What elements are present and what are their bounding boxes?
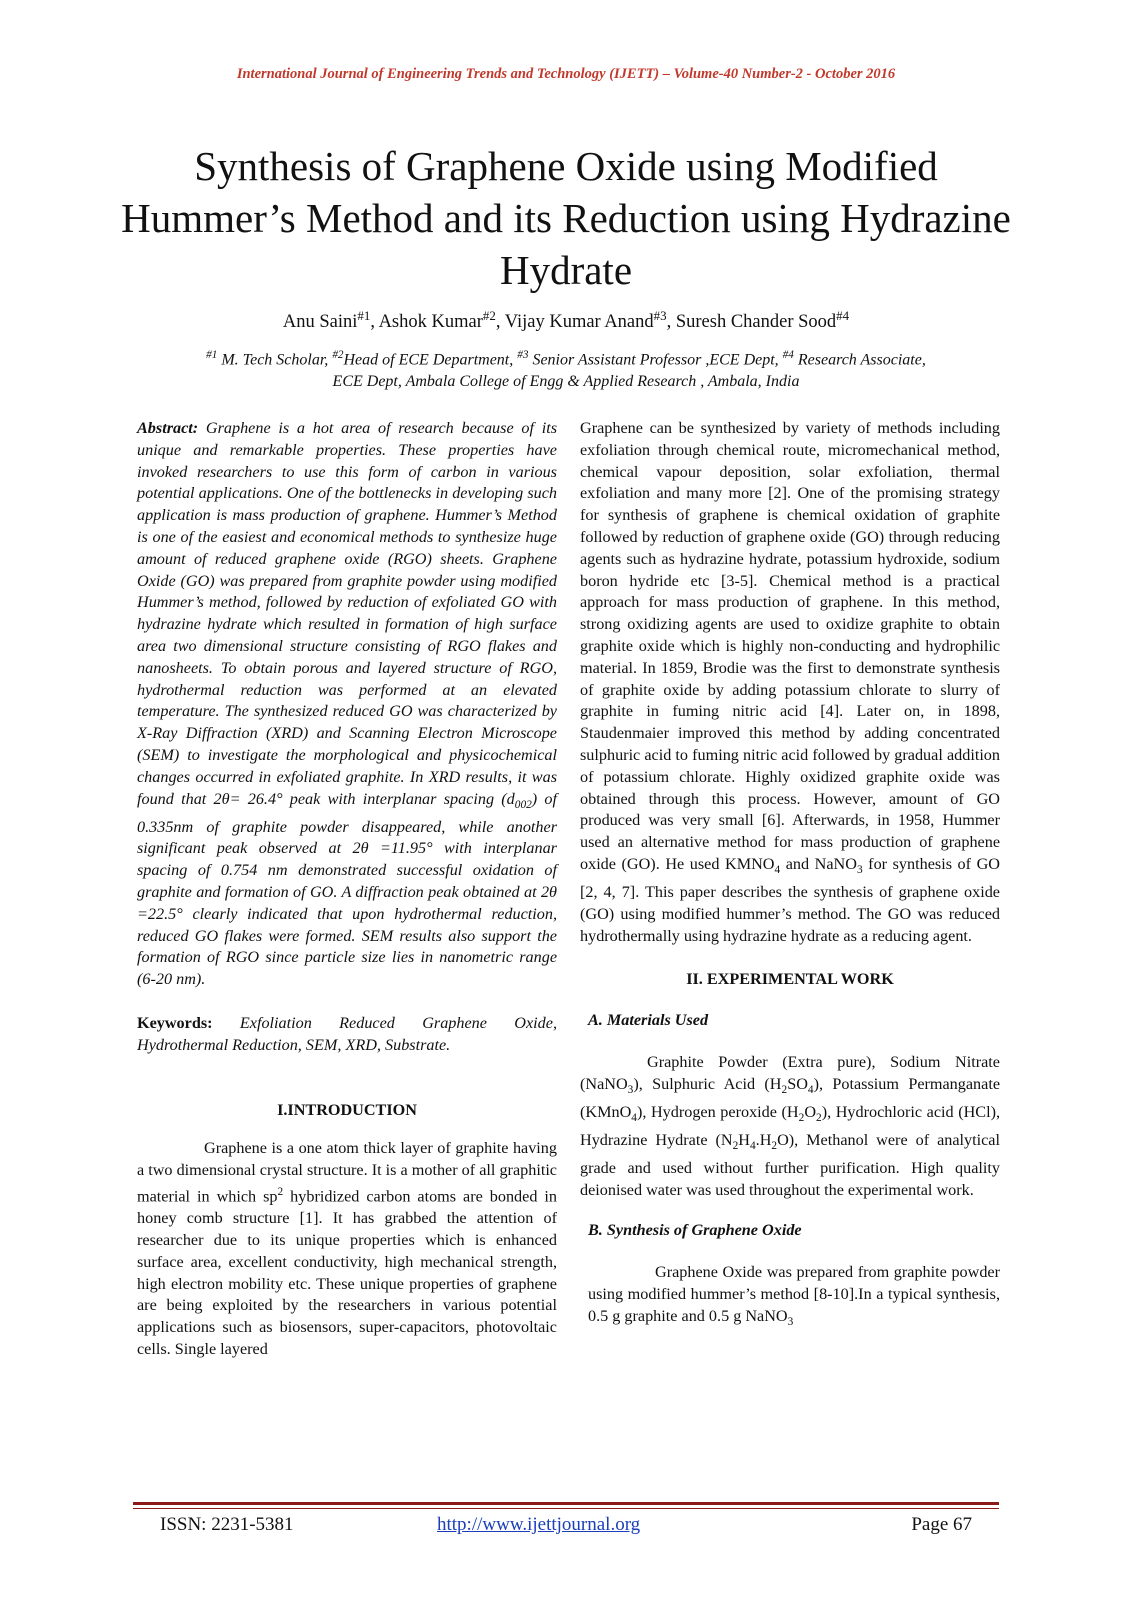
author-mark: #4 [836, 308, 850, 323]
affil-mark: #4 [782, 349, 794, 361]
body-text: ), Hydrogen peroxide (H [636, 1102, 799, 1121]
body-text: ), Potassium Permanganate (KMnO [580, 1074, 1001, 1121]
affil-mark: #1 [206, 349, 218, 361]
subscript: 2 [798, 1112, 805, 1125]
abstract-text: Graphene is a hot area of research because of its unique and remarkable properties. These properties have invoked researchers to use this form of carbon in various potential applications. One of the bottlenecks in developing such application is mass production of graphene. Hummer’s Method is one of the easiest and economical methods to synthesize huge amount of reduced graphene oxide (RGO) sheets. Graphene Oxide (GO) was prepared from graphite powder using modified Hummer’s method, followed by reduction of exfoliated GO with hydrazine hydrate which resulted in formation of high surface area two dimensional structure consisting of RGO flakes and nanosheets. To obtain porous and layered structure of RGO, hydrothermal reduction was performed at an elevated temperature. The synthesized reduced GO was characterized by X-Ray Diffraction (XRD) and Scanning Electron Microscope (SEM) to investigate the morphological and physicochemical changes occurred in exfoliated graphite. In XRD results, it was found that 2θ= 26.4° peak with interplanar spacing (d [137, 419, 557, 808]
author-mark: #2 [482, 308, 496, 323]
subscript: 2 [771, 1140, 778, 1153]
footer-divider [133, 1502, 999, 1505]
subscript: 3 [856, 864, 863, 877]
affil-text: M. Tech Scholar, [217, 351, 333, 369]
affiliation-line-2: ECE Dept, Ambala College of Engg & Applied Research , Ambala, India [332, 373, 800, 391]
affiliations [130, 344, 1002, 393]
abstract-subscript: 002 [514, 798, 532, 811]
paper-title: Synthesis of Graphene Oxide using Modified Hummer’s Method and its Reduction using Hydrazine Hydrate [121, 143, 1011, 293]
affil-mark: #2 [332, 349, 344, 361]
intro-superscript: 2 [277, 1185, 284, 1198]
issn-label: ISSN: 2231-5381 [160, 1514, 294, 1535]
body-text: SO [787, 1074, 808, 1093]
keywords-paragraph [137, 1013, 557, 1057]
author-mark: #3 [653, 308, 667, 323]
author-list: Anu Saini$^{\#1}$, Ashok Kumar$^{\#2}$, Vijay Kumar Anand$^{\#3}$, Suresh Chander Sood$^{\#4}$ [282, 308, 850, 333]
right-column [580, 418, 1000, 1334]
abstract-label: Abstract: [137, 419, 199, 437]
subscript: 2 [816, 1112, 822, 1125]
body-text: Graphene can be synthesized by variety of methods including exfoliation through chemical route, micromechanical method, chemical vapour deposition, solar exfoliation, thermal exfoliation and many more [2]. One of the promising strategy for synthesis of graphene is chemical oxidation of graphite followed by reduction of graphene oxide (GO) through reducing agents such as hydrazine hydrate, potassium hydroxide, sodium boron hydride etc [3-5]. Chemical method is a practical approach for mass production of graphene. In this method, strong oxidizing agents are used to oxidize graphite to obtain graphite oxide which is highly non-conducting and hydrophilic material. In 1859, Brodie was the first to demonstrate synthesis of graphite oxide by adding potassium chlorate to slurry of graphite in fuming nitric acid [4]. Later on, in 1898, Staudenmaier improved this method by adding concentrated sulphuric acid to fuming nitric acid followed by gradual addition of potassium chlorate. Highly oxidized graphite oxide was obtained through this process. However, amount of GO produced was very small [6]. Afterwards, in 1958, Hummer used an alternative method for mass production of graphene oxide (GO). He used KMNO [580, 419, 1000, 873]
body-text: ), Sulphuric Acid (H [633, 1074, 782, 1093]
synthesis-heading: B. Synthesis of Graphene Oxide [588, 1221, 802, 1240]
body-text: Graphene Oxide was prepared from graphite powder using modified hummer’s method [8-10].In a typical synthesis, 0.5 g graphite and 0.5 g NaNO [588, 1263, 1000, 1325]
subscript: 2 [781, 1083, 788, 1096]
affil-text: Senior Assistant Professor ,ECE Dept, [528, 351, 783, 369]
left-column [137, 418, 557, 1361]
abstract-paragraph [137, 418, 557, 991]
subscript: 2 [732, 1140, 739, 1153]
subscript: 4 [774, 864, 781, 877]
materials-heading: A. Materials Used [588, 1011, 709, 1030]
affil-text: Head of ECE Department, [343, 351, 518, 369]
affiliation-line-1 [130, 344, 1002, 371]
journal-header: International Journal of Engineering Trends and Technology (IJETT) – Volume-40 Number-2 - October 2016 [236, 66, 896, 82]
materials-paragraph [580, 1052, 1000, 1201]
footer-divider-thin [133, 1508, 999, 1509]
subscript: 4 [631, 1112, 637, 1125]
keywords-label: Keywords: [137, 1013, 213, 1032]
intro-continued-paragraph [580, 418, 1000, 947]
intro-text-cont: hybridized carbon atoms are bonded in honey comb structure [1]. It has grabbed the attention of researcher due to its unique properties which is enhanced surface area, excellent conductivity, high mechanical strength, high electron mobility etc. These unique properties of graphene are being exploited by the researchers in various potential applications such as biosensors, super-capacitors, photovoltaic cells. Single layered [137, 1187, 557, 1358]
intro-paragraph [137, 1138, 557, 1360]
intro-heading: I.INTRODUCTION [277, 1100, 417, 1119]
body-text: H [738, 1130, 750, 1149]
subscript: 4 [807, 1083, 814, 1096]
journal-link[interactable]: http://www.ijettjournal.org [437, 1514, 641, 1535]
subscript: 4 [749, 1140, 756, 1153]
body-text: O), Methanol were of analytical grade and used without further purification. High quality deionised water was used throughout the experimental work. [580, 1130, 1000, 1199]
synthesis-paragraph [580, 1262, 1000, 1334]
author-name: Anu Saini [282, 312, 358, 333]
experimental-heading: II. EXPERIMENTAL WORK [686, 970, 894, 989]
body-text: ), Hydrochloric acid (HCl), Hydrazine Hydrate (N [580, 1102, 1001, 1149]
author-name: Ashok Kumar [378, 312, 483, 333]
subscript: 3 [787, 1316, 794, 1329]
abstract-text-end: ) of 0.335nm of graphite powder disappeared, while another significant peak observed at 2θ =11.95° with interplanar spacing of 0.754 nm demonstrated successful oxidation of graphite and formation of GO. A diffraction peak obtained at 2θ =22.5° clearly indicated that upon hydrothermal reduction, reduced GO flakes were formed. SEM results also support the formation of RGO since particle size lies in nanometric range (6-20 nm). [137, 789, 558, 989]
affil-mark: #3 [517, 349, 529, 361]
author-name: Vijay Kumar Anand [504, 312, 654, 333]
body-text: .H [755, 1130, 772, 1149]
body-text: for synthesis of GO [2, 4, 7]. This paper describes the synthesis of graphene oxide (GO) using modified hummer’s method. The GO was reduced hydrothermally using hydrazine hydrate as a reducing agent. [580, 854, 1000, 945]
keywords-text: Exfoliation Reduced Graphene Oxide, Hydrothermal Reduction, SEM, XRD, Substrate. [137, 1013, 557, 1054]
subscript: 3 [627, 1083, 634, 1096]
body-text: and NaNO [780, 854, 857, 873]
body-text: O [804, 1102, 817, 1121]
author-name: Suresh Chander Sood [675, 312, 837, 333]
body-text: Graphite Powder (Extra pure), Sodium Nitrate (NaNO [580, 1052, 1000, 1093]
author-mark: #1 [357, 308, 371, 323]
affil-text: Research Associate, [793, 351, 926, 369]
intro-text: Graphene is a one atom thick layer of graphite having a two dimensional crystal structure. It is a mother of all graphitic material in which sp [137, 1139, 557, 1206]
page-number: Page 67 [911, 1514, 972, 1535]
